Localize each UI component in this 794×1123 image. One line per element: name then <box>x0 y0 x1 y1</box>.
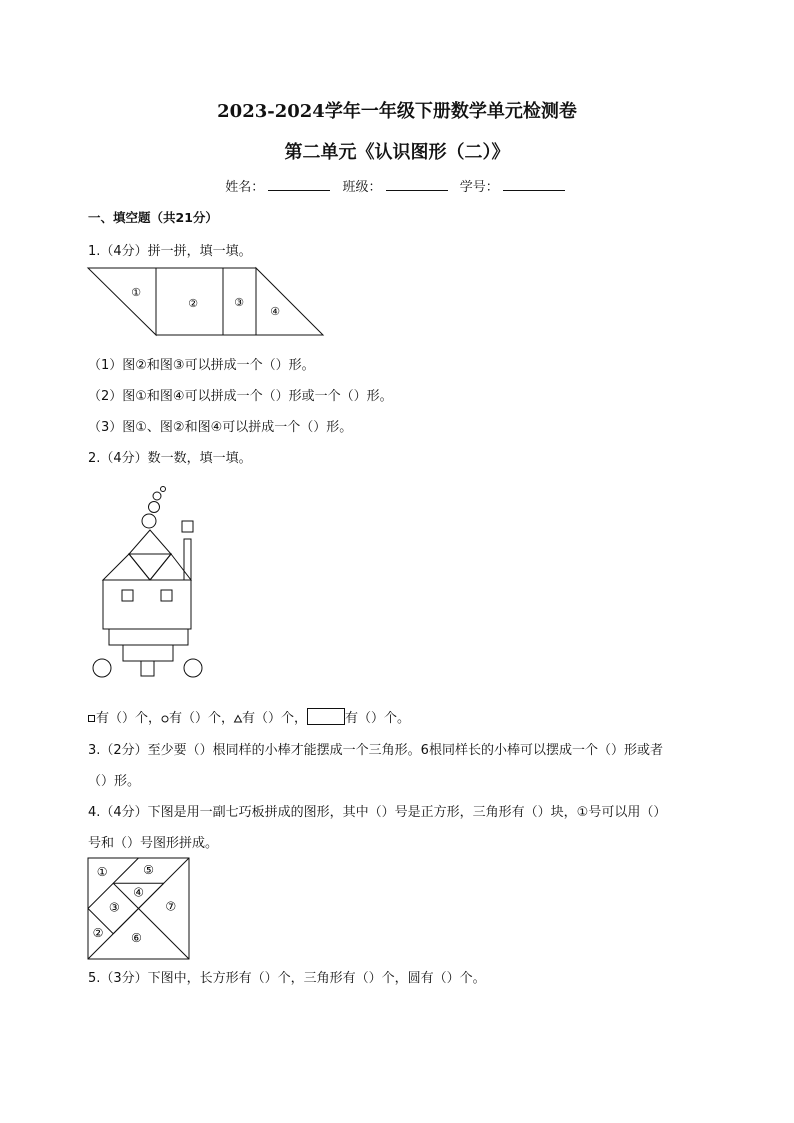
name-label: 姓名： <box>225 180 265 195</box>
q1-sub3: （3）图①、图②和图④可以拼成一个（）形。 <box>88 420 353 435</box>
tangram-label-7: ⑦ <box>165 899 177 914</box>
tangram-label-3: ③ <box>108 900 120 915</box>
q3-line1: 3.（2分）至少要（）根同样的小棒才能摆成一个三角形。6根同样长的小棒可以摆成一个（）形或者 <box>88 743 663 758</box>
square-count-text: 有（）个， <box>96 711 162 726</box>
q2-stem: 2.（4分）数一数，填一填。 <box>88 451 252 466</box>
q4-line2: 号和（）号图形拼成。 <box>88 836 219 851</box>
q4-line1: 4.（4分）下图是用一副七巧板拼成的图形，其中（）号是正方形，三角形有（）块，①号可以用（） <box>88 805 667 820</box>
small-square-icon <box>88 715 96 723</box>
name-blank[interactable] <box>268 178 330 191</box>
exam-title: 2023-2024学年一年级下册数学单元检测卷 <box>217 101 577 122</box>
base-mid <box>123 645 173 661</box>
small-triangle-icon <box>234 715 242 723</box>
q3-line2: （）形。 <box>88 774 141 789</box>
q1-stem: 1.（4分）拼一拼，填一填。 <box>88 244 252 259</box>
tangram-label-4: ④ <box>133 885 144 900</box>
window-right <box>161 590 172 601</box>
shape-4-triangle <box>256 268 323 335</box>
window-left <box>122 590 133 601</box>
triangle-count-text: 有（）个， <box>242 711 308 726</box>
student-info-line <box>0 176 794 195</box>
label-4: ④ <box>270 305 280 318</box>
label-3: ③ <box>234 296 244 309</box>
base-wide <box>109 629 188 645</box>
q2-blanks-line <box>88 707 410 726</box>
q2-house-figure <box>88 484 238 684</box>
tangram-label-1: ① <box>96 865 108 880</box>
tangram-label-6: ⑥ <box>131 930 142 945</box>
wheel-left <box>93 659 111 677</box>
shape-1-triangle <box>88 268 156 335</box>
roof-mid-triangle <box>129 554 171 580</box>
id-blank[interactable] <box>503 178 565 191</box>
roof-right-triangle <box>150 554 191 580</box>
exam-subtitle: 第二单元《认识图形（二）》 <box>284 142 510 163</box>
tangram-line-c <box>113 883 189 959</box>
q1-parallelogram-figure <box>88 268 324 336</box>
tangram-label-5: ⑤ <box>143 863 155 878</box>
tangram-label-2: ② <box>92 925 104 940</box>
q5-stem: 5.（3分）下图中，长方形有（）个，三角形有（）个，圆有（）个。 <box>88 971 486 986</box>
rectangle-icon <box>307 708 345 725</box>
smoke-circle-tiny <box>161 487 166 492</box>
id-label: 学号： <box>459 180 499 195</box>
q4-tangram-figure <box>88 858 189 959</box>
label-1: ① <box>131 286 141 299</box>
class-label: 班级： <box>342 180 382 195</box>
q1-sub2: （2）图①和图④可以拼成一个（）形或一个（）形。 <box>88 389 393 404</box>
base-small <box>141 661 154 676</box>
label-2: ② <box>188 297 198 310</box>
class-blank[interactable] <box>386 178 448 191</box>
chimney-pipe <box>184 539 191 580</box>
smoke-circle-mid <box>149 502 160 513</box>
house-body <box>103 580 191 629</box>
chimney-top-square <box>182 521 193 532</box>
circle-count-text: 有（）个， <box>169 711 235 726</box>
roof-left-triangle <box>103 554 150 580</box>
rectangle-count-text: 有（）个。 <box>345 711 411 726</box>
wheel-right <box>184 659 202 677</box>
q1-sub1: （1）图②和图③可以拼成一个（）形。 <box>88 358 315 373</box>
smoke-circle-small <box>153 492 161 500</box>
smoke-circle-big <box>142 514 156 528</box>
section-heading: 一、填空题（共21分） <box>88 210 218 225</box>
small-circle-icon <box>161 715 169 723</box>
roof-top-triangle <box>129 530 171 554</box>
